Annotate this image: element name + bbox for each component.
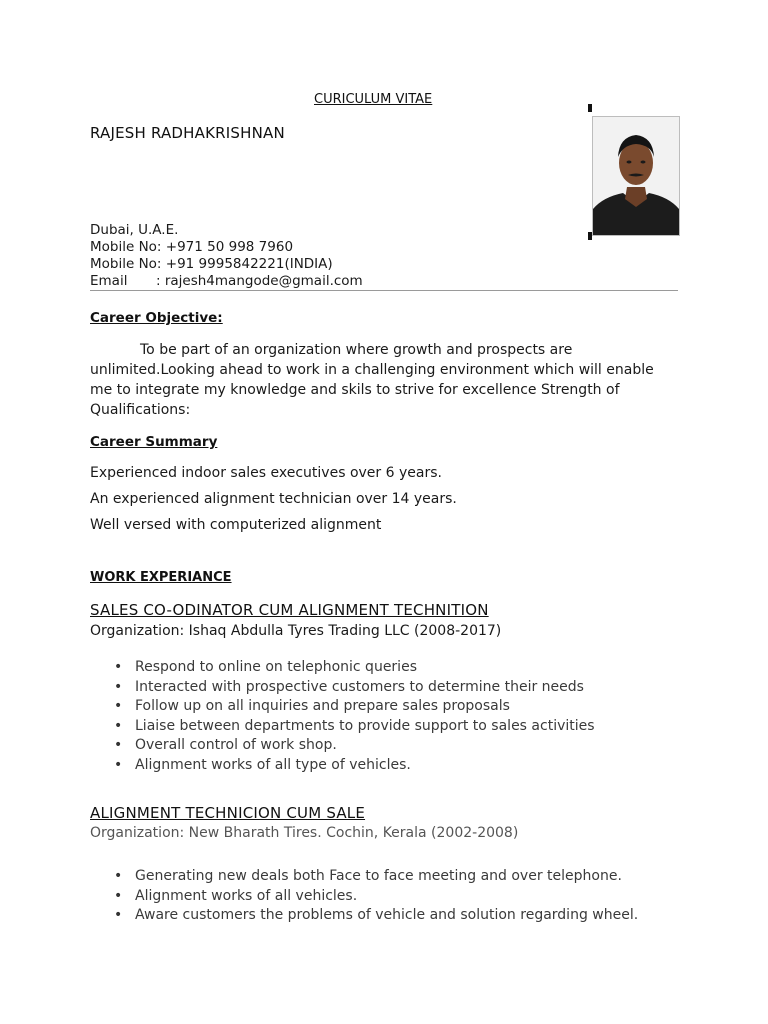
list-item: • Alignment works of all type of vehicles. bbox=[90, 756, 595, 776]
contact-block bbox=[90, 222, 363, 290]
list-item: • Respond to online on telephonic queries bbox=[90, 658, 595, 678]
list-item: • Generating new deals both Face to face meeting and over telephone. bbox=[90, 867, 638, 887]
email-value: : rajesh4mangode@gmail.com bbox=[156, 273, 363, 289]
job-title: SALES CO-ODINATOR CUM ALIGNMENT TECHNITION bbox=[90, 601, 489, 619]
mobile-uae: Mobile No: +971 50 998 7960 bbox=[90, 239, 294, 255]
candidate-name: RAJESH RADHAKRISHNAN bbox=[90, 124, 285, 142]
list-item: • Liaise between departments to provide support to sales activities bbox=[90, 717, 595, 737]
email-label: Email bbox=[90, 273, 128, 289]
corner-mark bbox=[588, 104, 592, 112]
list-item: • Follow up on all inquiries and prepare sales proposals bbox=[90, 697, 595, 717]
job-organization: Organization: Ishaq Abdulla Tyres Trading LLC (2008-2017) bbox=[90, 623, 502, 639]
job-title: ALIGNMENT TECHNICION CUM SALE bbox=[90, 804, 366, 822]
work-experience-heading: WORK EXPERIANCE bbox=[90, 570, 232, 585]
list-item: • Interacted with prospective customers to determine their needs bbox=[90, 678, 595, 698]
job-organization: Organization: New Bharath Tires. Cochin, Kerala (2002-2008) bbox=[90, 825, 519, 841]
photo-frame bbox=[592, 116, 680, 236]
location: Dubai, U.A.E. bbox=[90, 222, 179, 238]
person-portrait-icon bbox=[593, 117, 679, 235]
profile-photo bbox=[588, 104, 682, 238]
divider bbox=[90, 290, 678, 291]
document-title: CURICULUM VITAE bbox=[314, 92, 433, 107]
summary-item: Experienced indoor sales executives over 6 years. bbox=[90, 465, 442, 481]
job-duties-list bbox=[90, 658, 595, 775]
career-summary-heading: Career Summary bbox=[90, 434, 218, 450]
summary-item: Well versed with computerized alignment bbox=[90, 517, 382, 533]
list-item: • Alignment works of all vehicles. bbox=[90, 887, 638, 907]
mobile-india: Mobile No: +91 9995842221(INDIA) bbox=[90, 256, 333, 272]
list-item: • Overall control of work shop. bbox=[90, 736, 595, 756]
email-line bbox=[90, 273, 363, 290]
job-duties-list bbox=[90, 867, 638, 926]
career-objective-heading: Career Objective: bbox=[90, 310, 223, 326]
list-item: • Aware customers the problems of vehicle and solution regarding wheel. bbox=[90, 906, 638, 926]
summary-item: An experienced alignment technician over 14 years. bbox=[90, 491, 457, 507]
career-objective-text: To be part of an organization where growth and prospects are unlimited.Looking ahead to work in a challenging environment which will enable me to integrate my knowledge and skils to strive for excellence Strength of Qualifications: bbox=[90, 342, 654, 418]
